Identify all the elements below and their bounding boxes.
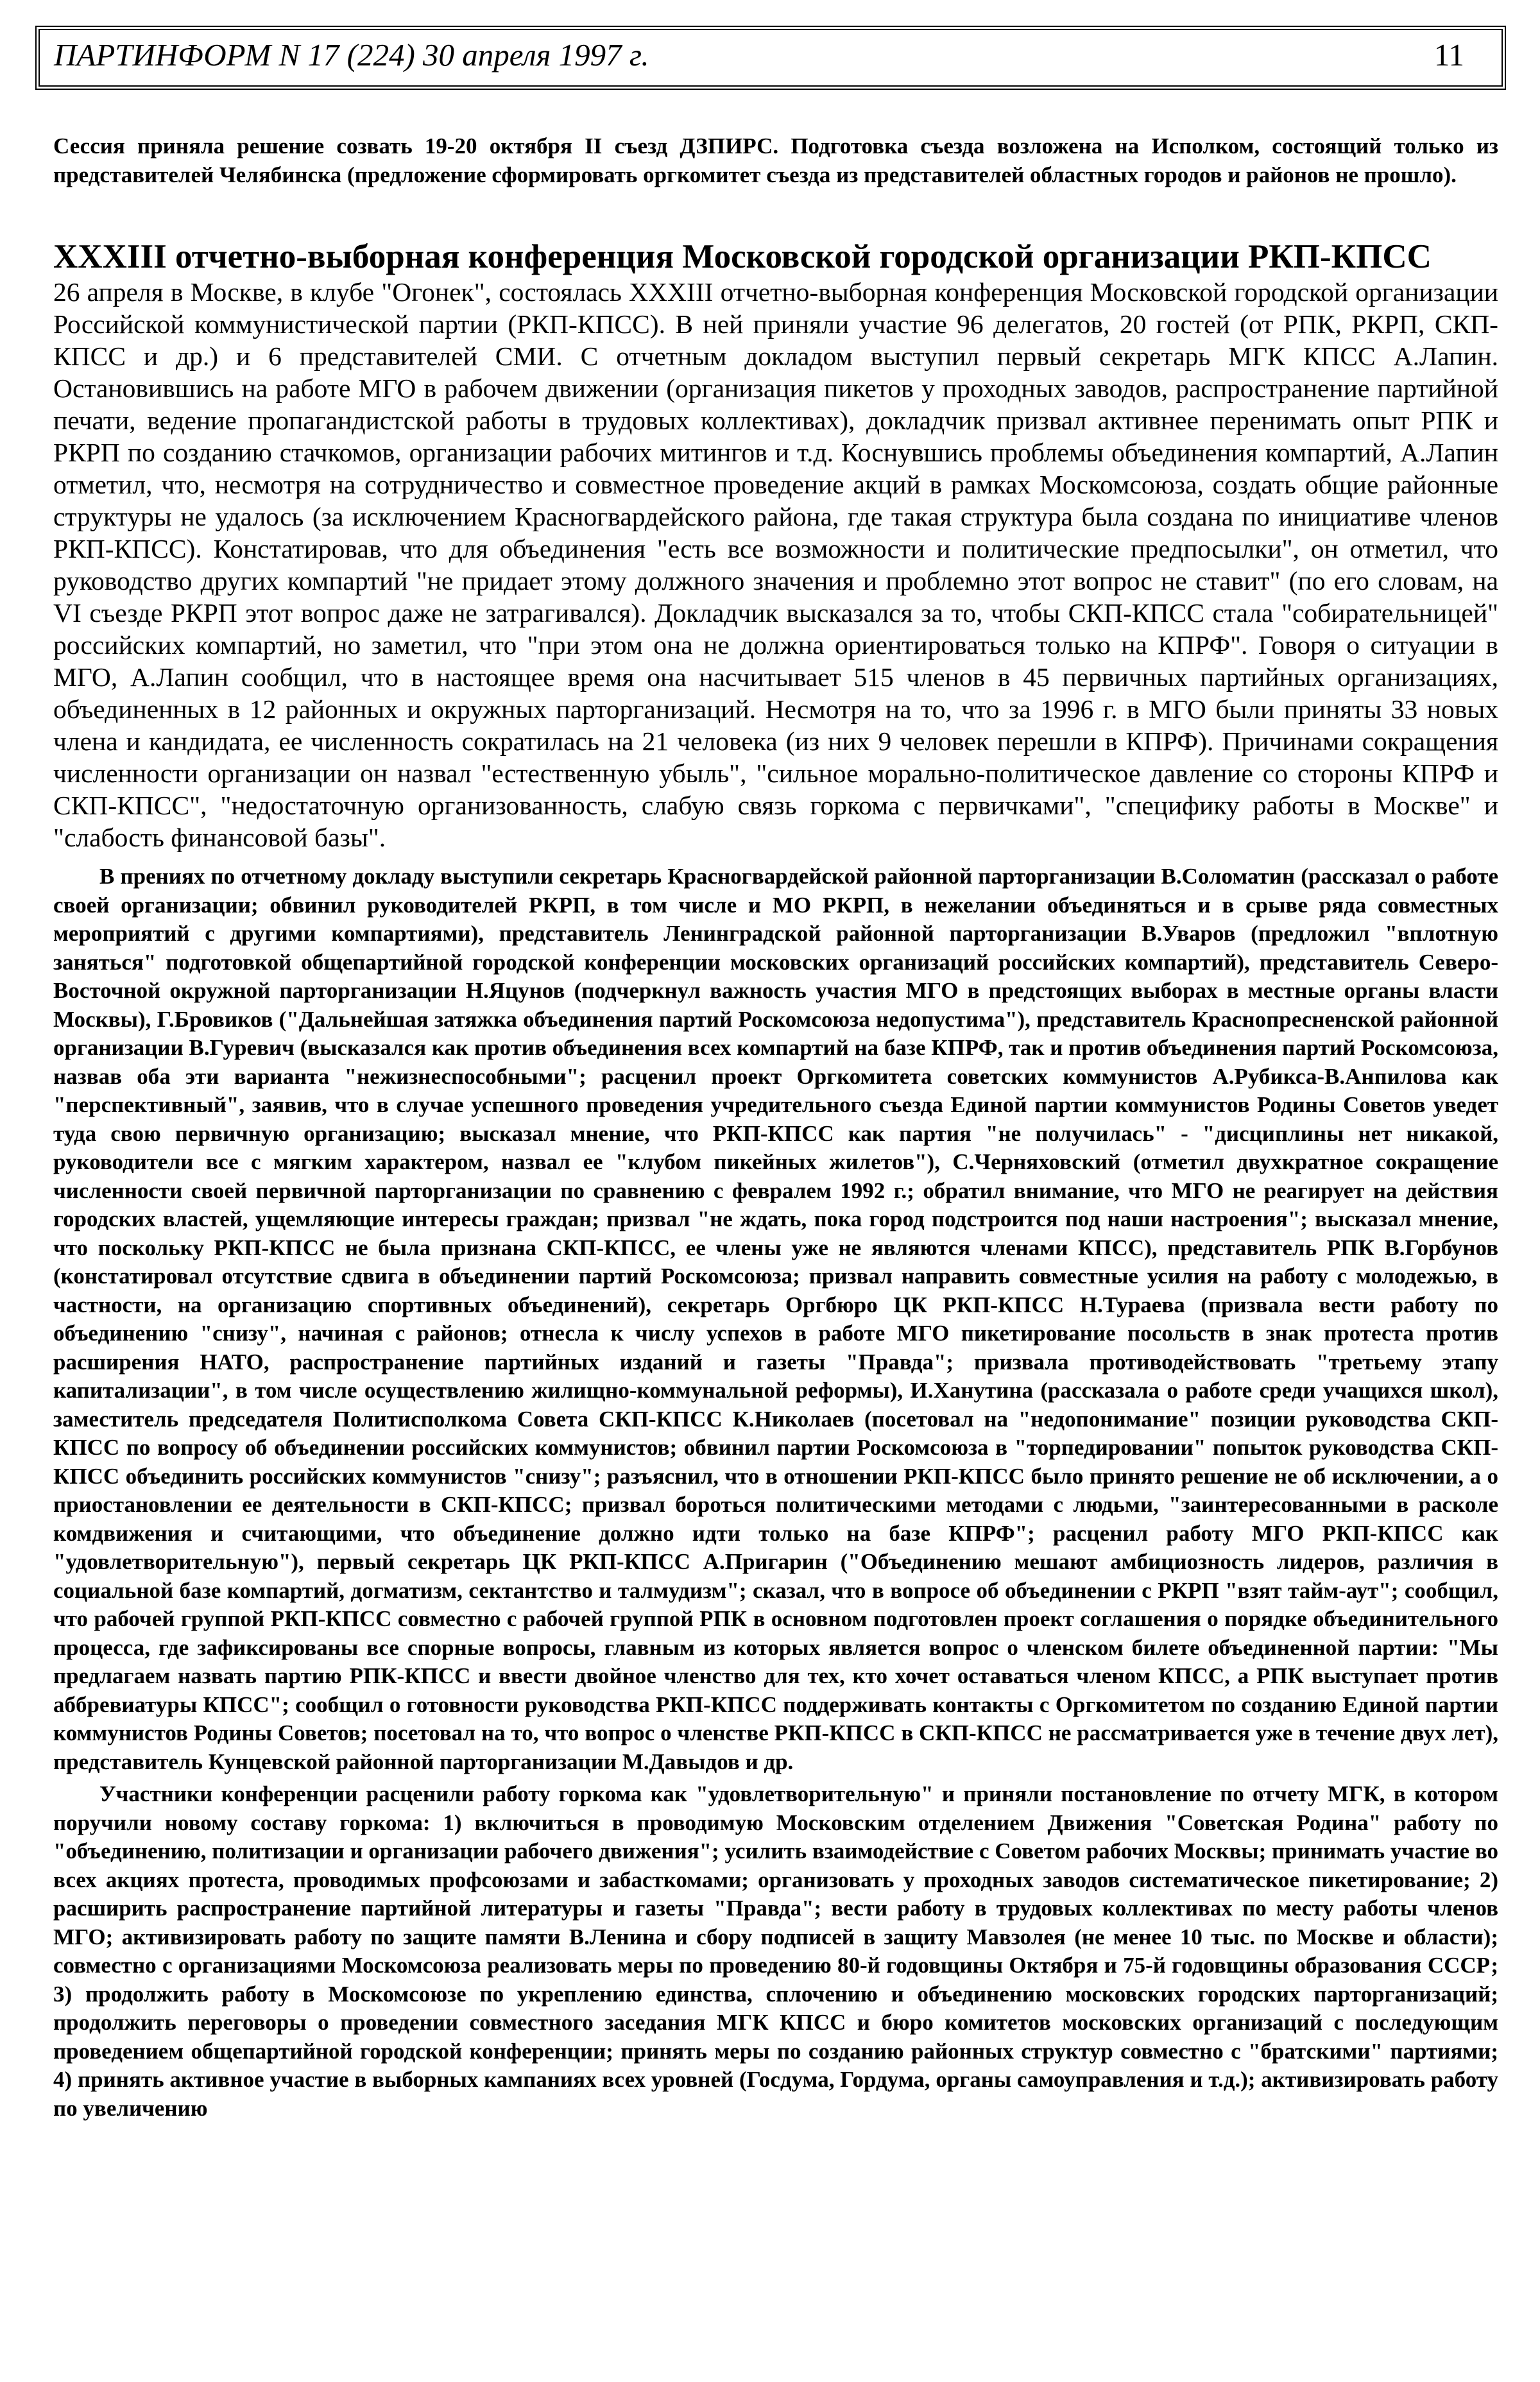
- article-section: [53, 237, 1498, 2123]
- debate-paragraph: В прениях по отчетному докладу выступили секретарь Красногвардейской районной парторганизации В.Соломатин (рассказал о работе своей организации; обвинил руководителей РКРП, в том числе и МО РКРП, в нежелании объединяться и в срыве ряда совместных мероприятий с другими компартиями), представитель Ленинградской районной парторганизации В.Уваров (предложил "вплотную заняться" подготовкой общепартийной городской конференции московских организаций российских компартий), представитель Северо-Восточной окружной парторганизации Н.Яцунов (подчеркнул важность участия МГО в предстоящих выборах в местные органы власти Москвы), Г.Бровиков ("Дальнейшая затяжка объединения партий Роскомсоюза недопустима"), представитель Краснопресненской районной организации В.Гуревич (высказался как против объединения всех компартий на базе КПРФ, так и против объединения партий Роскомсоюза, назвав оба эти варианта "нежизнеспособными"; расценил проект Оргкомитета советских коммунистов А.Рубикса-В.Анпилова как "перспективный", заявив, что в случае успешного проведения учредительного съезда Единой партии коммунистов Родины Советов уведет туда свою первичную организацию; высказал мнение, что РКП-КПСС как партия "не получилась" - "дисциплины нет никакой, руководители все с мягким характером, назвал ее "клубом пикейных жилетов"), С.Черняховский (отметил двухкратное сокращение численности своей первичной парторганизации по сравнению с февралем 1992 г.; обратил внимание, что МГО не реагирует на действия городских властей, ущемляющие интересы граждан; призвал "не ждать, пока город подстроится под наши настроения"; высказал мнение, что поскольку РКП-КПСС не была признана СКП-КПСС, ее члены уже не являются членами КПСС), представитель РПК В.Горбунов (констатировал отсутствие сдвига в объединении партий Роскомсоюза; призвал направить совместные усилия на работу с молодежью, в частности, на организацию спортивных объединений), секретарь Оргбюро ЦК РКП-КПСС Н.Тураева (призвала вести работу по объединению "снизу", начиная с районов; отнесла к числу успехов в работе МГО пикетирование посольств в знак протеста против расширения НАТО, распространение партийных изданий и газеты "Правда"; призвала противодействовать "третьему этапу капитализации", в том числе осуществлению жилищно-коммунальной реформы), И.Ханутина (рассказала о работе среди учащихся школ), заместитель председателя Политисполкома Совета СКП-КПСС К.Николаев (посетовал на "недопонимание" позиции руководства СКП-КПСС по вопросу об объединении российских коммунистов; обвинил партии Роскомсоюза в "торпедировании" попыток руководства СКП-КПСС объединить российских коммунистов "снизу"; разъяснил, что в отношении РКП-КПСС было принято решение не об исключении, а о приостановлении ее деятельности в СКП-КПСС; призвал бороться политическими методами с людьми, "заинтересованными в расколе комдвижения и считающими, что объединение должно идти только на базе КПРФ"; расценил работу МГО РКП-КПСС как "удовлетворительную"), первый секретарь ЦК РКП-КПСС А.Пригарин ("Объединению мешают амбициозность лидеров, различия в социальной базе компартий, догматизм, сектантство и талмудизм"; сказал, что в вопросе об объединении с РКРП "взят тайм-аут"; сообщил, что рабочей группой РКП-КПСС совместно с рабочей группой РПК в основном подготовлен проект соглашения о порядке объединительного процесса, где зафиксированы все спорные вопросы, главным из которых является вопрос о членском билете объединенной партии: "Мы предлагаем назвать партию РПК-КПСС и ввести двойное членство для тех, кто хочет оставаться членом КПСС, а РПК выступает против аббревиатуры КПСС"; сообщил о готовности руководства РКП-КПСС поддерживать контакты с Оргкомитетом по созданию Единой партии коммунистов Родины Советов; посетовал на то, что вопрос о членстве РКП-КПСС в СКП-КПСС не рассматривается уже в течение двух лет), представитель Кунцевской районной парторганизации М.Давыдов и др.: [53, 864, 1498, 1774]
- closing-paragraph: Участники конференции расценили работу горкома как "удовлетворительную" и приняли постановление по отчету МГК, в котором поручили новому составу горкома: 1) включиться в проводимую Московским отделением Движения "Советская Родина" работу по "объединению, политизации и организации рабочего движения"; усилить взаимодействие с Советом рабочих Москвы; принимать участие во всех акциях протеста, проводимых профсоюзами и забасткомами; организовать у проходных заводов систематическое пикетирование; 2) расширить распространение партийной литературы и газеты "Правда"; вести работу в трудовых коллективах по месту работы членов МГО; активизировать работу по защите памяти В.Ленина и сбору подписей в защиту Мавзолея (не менее 10 тыс. по Москве и области); совместно с организациями Москомсоюза реализовать меры по проведению 80-й годовщины Октября и 75-й годовщины образования СССР; 3) продолжить работу в Москомсоюзе по укреплению единства, сплочению и объединению московских городских парторганизаций; продолжить переговоры о проведении совместного заседания МГК КПСС и бюро комитетов московских организаций с последующим проведением общепартийной городской конференции; принять меры по созданию районных структур совместно с "братскими" партиями; 4) принять активное участие в выборных кампаниях всех уровней (Госдума, Гордума, органы самоуправления и т.д.); активизировать работу по увеличению: [53, 1781, 1498, 2121]
- intro-paragraph: Сессия приняла решение созвать 19-20 октября II съезд ДЗПИРС. Подготовка съезда возложена на Исполком, состоящий только из представителей Челябинска (предложение сформировать оргкомитет съезда из представителей областных городов и районов не прошло).: [53, 133, 1498, 187]
- section-body: 26 апреля в Москве, в клубе "Огонек", состоялась XXXIII отчетно-выборная конференция Московской городской организации Российской коммунистической партии (РКП-КПСС). В ней приняли участие 96 делегатов, 20 гостей (от РПК, РКРП, СКП-КПСС и др.) и 6 представителей СМИ. С отчетным докладом выступил первый секретарь МГК КПСС А.Лапин. Остановившись на работе МГО в рабочем движении (организация пикетов у проходных заводов, распространение партийной печати, ведение пропагандистской работы в трудовых коллективах), докладчик призвал активнее перенимать опыт РПК и РКРП по созданию стачкомов, организации рабочих митингов и т.д. Коснувшись проблемы объединения компартий, А.Лапин отметил, что, несмотря на сотрудничество и совместное проведение акций в рамках Москомсоюза, создать общие районные структуры не удалось (за исключением Красногвардейского района, где такая структура была создана по инициативе членов РКП-КПСС). Констатировав, что для объединения "есть все возможности и политические предпосылки", он отметил, что руководство других компартий "не придает этому должного значения и проблемно этот вопрос не ставит" (по его словам, на VI съезде РКРП этот вопрос даже не затрагивался). Докладчик высказался за то, чтобы СКП-КПСС стала "собирательницей" российских компартий, но заметил, что "при этом она не должна ориентироваться только на КПРФ". Говоря о ситуации в МГО, А.Лапин сообщил, что в настоящее время она насчитывает 515 членов в 45 первичных партийных организациях, объединенных в 12 районных и окружных парторганизаций. Несмотря на то, что за 1996 г. в МГО были приняты 33 новых члена и кандидата, ее численность сократилась на 21 человека (из них 9 человек перешли в КПРФ). Причинами сокращения численности организации он назвал "естественную убыль", "сильное морально-политическое давление со стороны КПРФ и СКП-КПСС", "недостаточную организованность, слабую связь горкома с первичками", "специфику работы в Москве" и "слабость финансовой базы".: [53, 277, 1498, 852]
- publication-title: ПАРТИНФОРМ N 17 (224) 30 апреля 1997 г.: [54, 37, 649, 73]
- intro-block: [53, 132, 1498, 189]
- page-header: [35, 26, 1506, 90]
- section-title: XXXIII отчетно-выборная конференция Московской городской организации РКП-КПСС: [53, 238, 1432, 275]
- page-number: 11: [1433, 37, 1464, 73]
